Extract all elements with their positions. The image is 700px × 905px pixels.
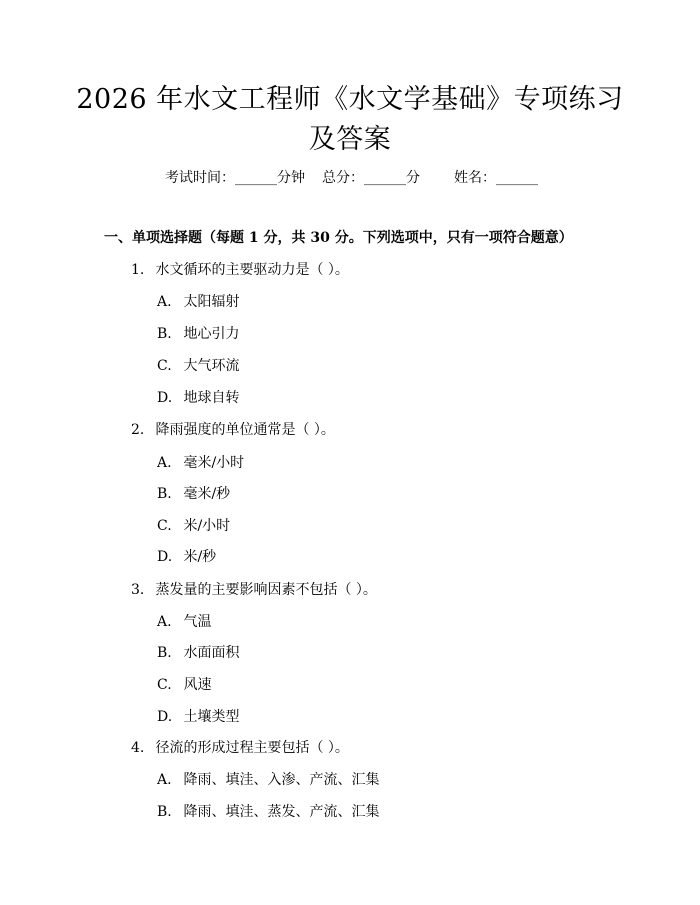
option-text: 降雨、填洼、蒸发、产流、汇集 — [183, 804, 380, 820]
question-2-option-b — [157, 484, 230, 504]
option-text: 水面面积 — [183, 645, 240, 661]
option-label: A. — [157, 455, 172, 471]
question-2-option-c — [157, 516, 230, 536]
question-text: 水文循环的主要驱动力是（ ）。 — [155, 262, 349, 278]
option-label: A. — [157, 614, 172, 630]
option-label: C. — [157, 518, 172, 534]
option-text: 气温 — [183, 614, 212, 630]
question-text: 径流的形成过程主要包括（ ）。 — [155, 740, 349, 756]
option-label: B. — [157, 486, 172, 502]
question-4 — [131, 738, 349, 758]
option-label: D. — [157, 549, 173, 565]
question-3-option-a — [157, 612, 211, 632]
option-label: B. — [157, 326, 172, 342]
option-label: A. — [157, 772, 172, 788]
option-text: 大气环流 — [183, 358, 240, 374]
document-title-line1: 2026 年水文工程师《水文学基础》专项练习 — [76, 84, 624, 115]
option-text: 风速 — [183, 677, 212, 693]
option-text: 降雨、填洼、入渗、产流、汇集 — [183, 772, 380, 788]
option-text: 太阳辐射 — [183, 294, 240, 310]
option-text: 地球自转 — [183, 390, 240, 406]
option-label: B. — [157, 804, 172, 820]
question-1-option-d — [157, 388, 239, 408]
question-number: 4. — [131, 740, 145, 756]
option-text: 毫米/小时 — [183, 455, 245, 471]
question-4-option-b — [157, 802, 379, 822]
question-2-option-a — [157, 453, 244, 473]
question-3-option-b — [157, 643, 239, 663]
question-number: 1. — [131, 262, 145, 278]
option-label: D. — [157, 390, 173, 406]
question-3 — [131, 580, 377, 600]
question-1 — [131, 260, 349, 280]
total-score-label: 总分：______分 — [322, 170, 420, 186]
document-title-line2: 及答案 — [308, 124, 392, 155]
option-label: D. — [157, 709, 173, 725]
question-4-option-a — [157, 770, 379, 790]
question-number: 3. — [131, 582, 145, 598]
question-text: 蒸发量的主要影响因素不包括（ ）。 — [155, 582, 377, 598]
option-label: C. — [157, 677, 172, 693]
option-label: B. — [157, 645, 172, 661]
question-2 — [131, 420, 335, 440]
question-number: 2. — [131, 422, 145, 438]
option-text: 米/秒 — [183, 549, 217, 565]
question-1-option-b — [157, 324, 239, 344]
question-3-option-c — [157, 675, 211, 695]
option-label: A. — [157, 294, 172, 310]
question-text: 降雨强度的单位通常是（ ）。 — [155, 422, 335, 438]
section-title: 一、单项选择题（每题 1 分，共 30 分。下列选项中，只有一项符合题意） — [104, 230, 573, 246]
question-1-option-c — [157, 356, 239, 376]
option-text: 土壤类型 — [183, 709, 240, 725]
option-label: C. — [157, 358, 172, 374]
student-name-label: 姓名：______ — [454, 170, 538, 186]
exam-time-label: 考试时间：______分钟 — [165, 170, 305, 186]
option-text: 毫米/秒 — [183, 486, 231, 502]
question-1-option-a — [157, 292, 239, 312]
question-3-option-d — [157, 707, 239, 727]
question-2-option-d — [157, 547, 216, 567]
option-text: 米/小时 — [183, 518, 231, 534]
option-text: 地心引力 — [183, 326, 240, 342]
